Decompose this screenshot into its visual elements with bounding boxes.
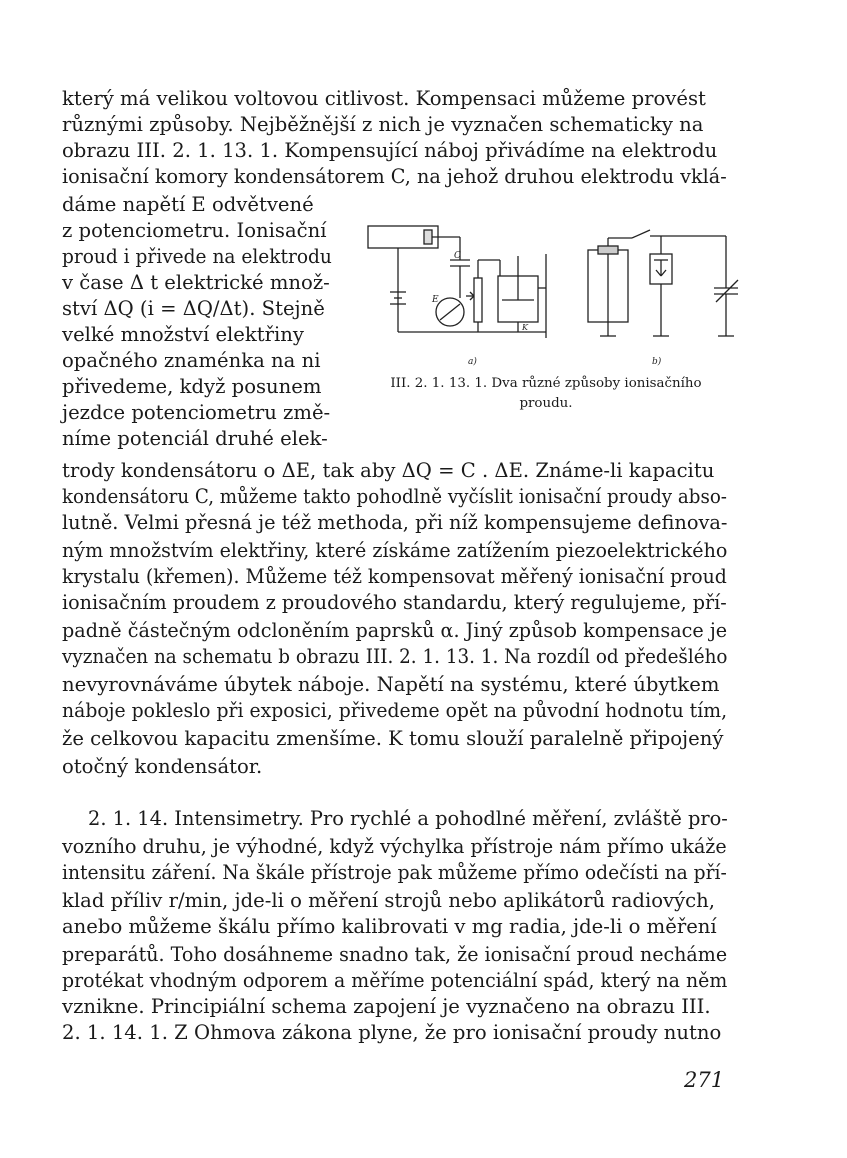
figure-caption (350, 374, 742, 414)
text-line: otočný kondensátor. (62, 755, 263, 778)
text-line: klad příliv r/min, jde-li o měření strojů nebo aplikátorů radiových, (62, 889, 715, 912)
potentiometer-icon (474, 278, 482, 322)
circuit-diagram (350, 220, 742, 370)
text-line: v čase Δ t elektrické množ- (62, 271, 330, 294)
page-number: 271 (684, 1068, 725, 1092)
text-line: padně částečným odcloněním paprsků α. Jiný způsob kompensace je (62, 619, 728, 642)
text-line: preparátů. Toho dosáhneme snadno tak, že ionisační proud necháme (62, 943, 728, 966)
label-b: b) (652, 357, 662, 367)
text-line: z potenciometru. Ionisační (62, 219, 327, 242)
schematic-a (368, 226, 546, 338)
text-line: vozního druhu, je výhodné, když výchylka přístroje nám přímo ukáže (62, 835, 727, 858)
text-line: ství ΔQ (i = ΔQ/Δt). Stejně (62, 297, 325, 320)
text-line: protékat vhodným odporem a měříme potenciální spád, který na něm (62, 969, 728, 992)
caption-line: III. 2. 1. 13. 1. Dva různé způsoby ionisačního (390, 376, 702, 391)
text-line: že celkovou kapacitu zmenšíme. K tomu slouží paralelně připojený (62, 727, 724, 750)
label-C: C (454, 251, 461, 261)
text-line: lutně. Velmi přesná je též methoda, při níž kompensujeme definova- (62, 511, 728, 534)
switch-icon (632, 230, 650, 238)
schematic-b (588, 230, 738, 336)
text-line: náboje pokleslo při exposici, přivedeme opět na původní hodnotu tím, (62, 699, 728, 722)
text-line: 2. 1. 14. Intensimetry. Pro rychlé a pohodlné měření, zvláště pro- (88, 807, 728, 830)
text-line: proud i přivede na elektrodu (62, 245, 332, 268)
text-line: nevyrovnáváme úbytek náboje. Napětí na systému, které úbytkem (62, 673, 720, 696)
text-line: kondensátoru C, můžeme takto pohodlně vyčíslit ionisační proudy abso- (62, 485, 727, 508)
text-line: intensitu záření. Na škále přístroje pak můžeme přímo odečísti na pří- (62, 861, 727, 884)
text-line: vznikne. Principiální schema zapojení je vyznačeno na obrazu III. (62, 995, 711, 1018)
text-line: opačného znaménka na ni (62, 349, 321, 372)
text-line: jezdce potenciometru změ- (62, 401, 331, 424)
electrode-icon (424, 230, 432, 244)
text-line: ionisační komory kondensátorem C, na jehož druhou elektrodu vklá- (62, 165, 727, 188)
caption-line: proudu. (519, 396, 573, 411)
text-line: 2. 1. 14. 1. Z Ohmova zákona plyne, že pro ionisační proudy nutno (62, 1021, 722, 1044)
label-a: a) (468, 357, 477, 367)
text-line: ionisačním proudem z proudového standardu, který regulujeme, pří- (62, 591, 727, 614)
text-line: ným množstvím elektřiny, které získáme zatížením piezoelektrického (62, 539, 728, 562)
text-line: dáme napětí E odvětvené (62, 193, 314, 216)
text-line: který má velikou voltovou citlivost. Kompensaci můžeme provést (62, 87, 706, 110)
label-K: K (522, 323, 528, 332)
text-line: obrazu III. 2. 1. 13. 1. Kompensující náboj přivádíme na elektrodu (62, 139, 718, 162)
label-E: E (432, 295, 439, 305)
text-line: velké množství elektřiny (62, 323, 304, 346)
text-line: níme potenciál druhé elek- (62, 427, 328, 450)
text-line: vyznačen na schematu b obrazu III. 2. 1. 13. 1. Na rozdíl od předešlého (62, 645, 728, 668)
text-line: přivedeme, když posunem (62, 375, 322, 398)
text-line: různými způsoby. Nejběžnější z nich je vyznačen schematicky na (62, 113, 704, 136)
text-line: krystalu (křemen). Můžeme též kompensovat měřený ionisační proud (62, 565, 727, 588)
text-line: trody kondensátoru o ΔE, tak aby ΔQ = C . ΔE. Známe-li kapacitu (62, 459, 715, 482)
text-line: anebo můžeme škálu přímo kalibrovati v mg radia, jde-li o měření (62, 915, 717, 938)
